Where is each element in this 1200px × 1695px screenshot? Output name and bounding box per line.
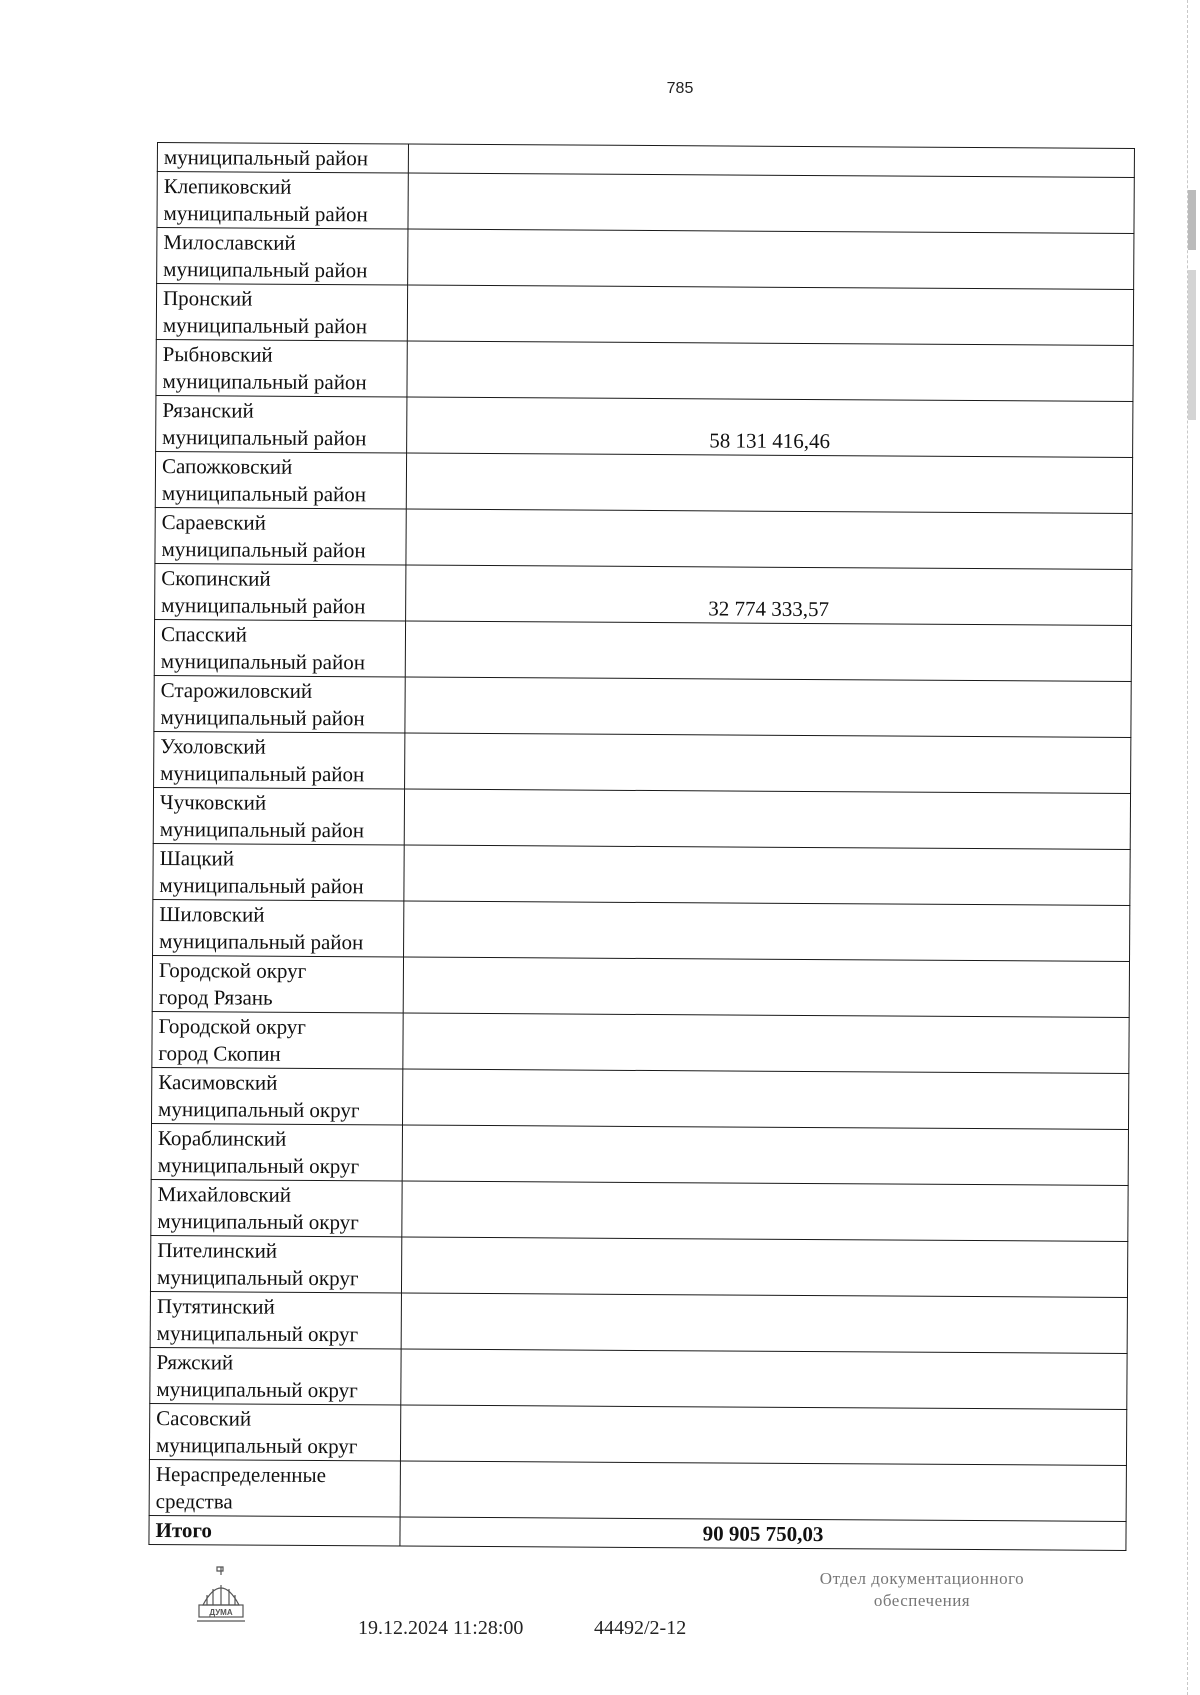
table-row (156, 339, 1133, 401)
table-row (153, 787, 1130, 849)
scan-edge-mark (1188, 190, 1196, 250)
district-name-line: Пителинский (157, 1238, 278, 1263)
district-name-line: Чучковский (159, 790, 267, 815)
district-name-cell (152, 955, 403, 1013)
district-type-line: муниципальный район (160, 761, 365, 787)
amount-cell (408, 229, 1134, 289)
district-name-line: Скопинский (161, 566, 271, 591)
district-name-cell (156, 395, 407, 453)
district-name-cell (157, 228, 408, 286)
district-name-cell (153, 787, 404, 845)
table-row (154, 619, 1131, 681)
table-row (149, 1403, 1126, 1465)
total-label: Итого (149, 1515, 400, 1546)
district-name-cell (155, 563, 406, 621)
district-type-line: город Скопин (158, 1041, 281, 1066)
office-stamp-line: Отдел документационного (819, 1569, 1025, 1588)
district-name-cell (156, 339, 407, 397)
district-name-cell (152, 1011, 403, 1069)
table-row (151, 1179, 1128, 1241)
scan-edge-artifact (1187, 0, 1200, 1695)
district-name-line: Касимовский (158, 1070, 278, 1095)
amount-cell (405, 677, 1131, 737)
amount-cell (400, 1461, 1126, 1521)
amount-cell (401, 1237, 1127, 1297)
district-type-line: муниципальный район (159, 817, 365, 843)
district-name-line: Рязанский (162, 398, 254, 423)
page-number: 785 (666, 80, 694, 97)
table-row (157, 172, 1134, 234)
district-name-cell (149, 1403, 400, 1461)
district-name-line: Шацкий (159, 846, 235, 871)
district-name-cell (151, 1179, 402, 1237)
amount-cell (405, 733, 1131, 793)
amount-cell (405, 621, 1131, 681)
district-type-line: муниципальный округ (156, 1321, 359, 1347)
district-name-line: Городской округ (158, 958, 307, 983)
district-name-cell (155, 451, 406, 509)
district-name-cell (150, 1235, 401, 1293)
amount-cell (408, 144, 1134, 177)
table-row (152, 1011, 1129, 1073)
amount-cell: 32 774 333,57 (406, 565, 1132, 625)
amount-cell (404, 901, 1130, 961)
district-type-line: средства (155, 1489, 233, 1514)
duma-logo-icon (195, 1565, 247, 1625)
table-row (153, 899, 1130, 961)
district-type-line: муниципальный округ (157, 1153, 360, 1179)
amount-cell (404, 789, 1130, 849)
amount-cell (407, 341, 1133, 401)
table-row (154, 675, 1131, 737)
amount-cell (401, 1349, 1127, 1409)
table-row (152, 955, 1129, 1017)
table-row (149, 1459, 1126, 1521)
district-name-cell (153, 843, 404, 901)
district-name-line: Спасский (160, 622, 247, 647)
amount-cell (406, 509, 1132, 569)
table-row (155, 507, 1132, 569)
district-type-line: муниципальный округ (158, 1097, 360, 1123)
district-name-cell (149, 1459, 400, 1517)
district-name-cell (154, 675, 405, 733)
district-name-cell (153, 899, 404, 957)
svg-text:ДУМА: ДУМА (209, 1608, 233, 1617)
district-name-line: Клепиковский (163, 174, 292, 199)
table-row (150, 1291, 1127, 1353)
district-name-line: Путятинский (156, 1294, 275, 1319)
district-name-line: Милославский (163, 230, 296, 255)
district-type-line: муниципальный район (163, 257, 368, 283)
district-name-line: Ряжский (156, 1350, 234, 1375)
amount-cell (404, 845, 1130, 905)
amount-cell (400, 1405, 1126, 1465)
district-name-cell (150, 1347, 401, 1405)
amount-cell (408, 173, 1134, 233)
district-name-line: Михайловский (157, 1182, 292, 1207)
table-row (150, 1235, 1127, 1297)
district-type-line: муниципальный район (160, 649, 366, 675)
district-name-line: Городской округ (158, 1014, 307, 1039)
district-name-cell: муниципальный район (157, 143, 408, 174)
amount-cell (402, 1069, 1128, 1129)
district-name-cell (151, 1123, 402, 1181)
district-type-line: муниципальный район (160, 705, 365, 731)
district-name-line: Сапожковский (161, 454, 293, 479)
district-name-cell (150, 1291, 401, 1349)
district-type-line: муниципальный округ (156, 1377, 358, 1403)
district-name-line: Шиловский (159, 902, 265, 927)
district-type-line: муниципальный район (161, 481, 367, 507)
district-type-line: муниципальный район (161, 537, 366, 563)
district-name-line: Кораблинский (157, 1126, 287, 1151)
district-type-line: муниципальный район (161, 593, 366, 619)
amount-cell (402, 1125, 1128, 1185)
district-name-line: Сараевский (161, 510, 267, 535)
allocation-table (148, 142, 1135, 1551)
district-name-line: Ухоловский (160, 734, 266, 759)
amount-cell (402, 1181, 1128, 1241)
district-type-line: муниципальный район (159, 929, 364, 955)
scan-edge-mark (1188, 270, 1196, 420)
table-row (150, 1347, 1127, 1409)
amount-cell (403, 957, 1129, 1017)
amount-cell: 58 131 416,46 (407, 397, 1133, 457)
district-name-cell (157, 172, 408, 230)
district-name-cell (156, 284, 407, 342)
district-type-line: муниципальный район (163, 201, 368, 227)
table-row (155, 563, 1132, 625)
table-row (151, 1123, 1128, 1185)
table-row (157, 228, 1134, 290)
amount-cell (401, 1293, 1127, 1353)
office-stamp (772, 1568, 1072, 1612)
registration-code: 44492/2-12 (594, 1617, 687, 1639)
registration-datetime: 19.12.2024 11:28:00 (358, 1617, 524, 1639)
district-type-line: муниципальный район (159, 873, 364, 899)
total-amount: 90 905 750,03 (400, 1517, 1126, 1550)
district-name-line: Рыбновский (162, 342, 273, 367)
office-stamp-line: обеспечения (873, 1591, 971, 1610)
district-name-line: Пронский (162, 286, 253, 311)
district-type-line: муниципальный округ (155, 1433, 358, 1459)
district-name-line: Сасовский (156, 1406, 252, 1431)
district-type-line: муниципальный округ (156, 1265, 359, 1291)
district-type-line: муниципальный округ (157, 1209, 359, 1235)
district-name-cell (154, 731, 405, 789)
table-row (156, 395, 1133, 457)
district-name-line: Нераспределенные (155, 1462, 327, 1488)
district-name-cell (155, 507, 406, 565)
table-row (156, 284, 1133, 346)
table-row (153, 843, 1130, 905)
district-name-cell (154, 619, 405, 677)
amount-cell (407, 285, 1133, 345)
table-row (152, 1067, 1129, 1129)
district-type-line: муниципальный район (162, 369, 367, 395)
district-type-line: город Рязань (158, 985, 273, 1010)
district-name-cell (152, 1067, 403, 1125)
table-row (155, 451, 1132, 513)
district-name-line: Старожиловский (160, 678, 313, 703)
total-row (149, 1515, 1126, 1550)
district-type-line: муниципальный район (162, 313, 368, 339)
amount-cell (406, 453, 1132, 513)
table-body (149, 143, 1135, 1551)
table-row (154, 731, 1131, 793)
amount-cell (403, 1013, 1129, 1073)
district-type-line: муниципальный район (162, 425, 367, 451)
